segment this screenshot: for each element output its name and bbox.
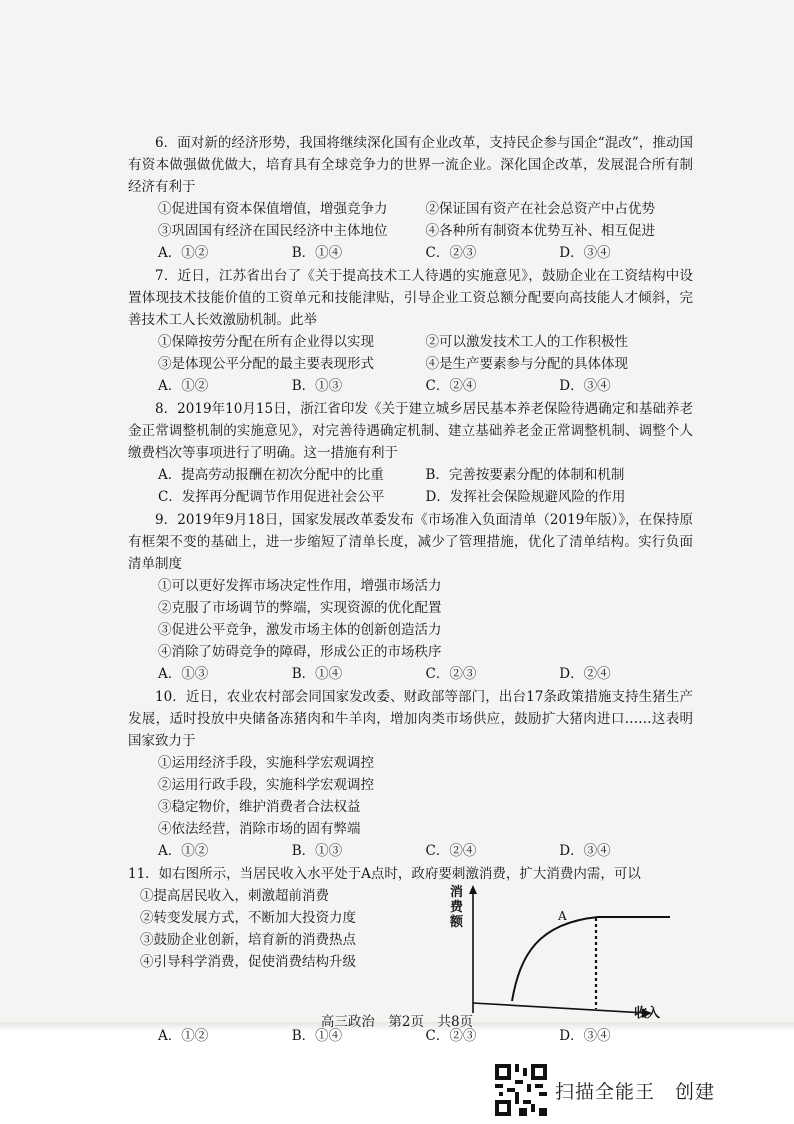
q11-statement-2: ②转变发展方式，不断加大投资力度 <box>140 910 356 926</box>
q8-choice-d: D．发挥社会保险规避风险的作用 <box>425 489 626 505</box>
q9-statement-1: ①可以更好发挥市场决定性作用，增强市场活力 <box>158 578 442 594</box>
page-footer: 高三政治 第2页 共8页 <box>320 1014 474 1030</box>
q7-choices <box>128 375 693 397</box>
q7-choice-a: A．①② <box>158 378 209 394</box>
q11-statement-1: ①提高居民收入，刺激超前消费 <box>140 888 329 904</box>
q8-choice-c: C．发挥再分配调节作用促进社会公平 <box>158 489 385 505</box>
q10-choices <box>128 840 693 862</box>
q7-statement-4: ④是生产要素参与分配的具体体现 <box>425 356 628 372</box>
consumption-curve <box>512 917 670 1001</box>
question-8-stem: 8．2019年10月15日，浙江省印发《关于建立城乡居民基本养老保险待遇确定和基础养老金正常调整机制的实施意见》，对完善待遇确定机制、建立基础养老金正常调整机制、调整个人缴费档次等事项进行了明确。这一措施有利于 <box>128 401 693 461</box>
q9-choice-a: A．①③ <box>158 666 209 682</box>
q6-statement-3: ③巩固国有经济在国民经济中主体地位 <box>158 223 388 239</box>
question-10 <box>128 686 693 862</box>
q8-choices-row2 <box>128 486 693 508</box>
q7-statements-row1 <box>128 331 693 353</box>
q10-statement-3: ③稳定物价，维护消费者合法权益 <box>158 799 361 815</box>
q11-choice-c: C．②③ <box>425 1028 477 1044</box>
q11-body <box>128 885 693 1025</box>
q11-choice-a: A．①② <box>158 1028 209 1044</box>
q6-choice-a: A．①② <box>158 245 209 261</box>
graph-y-label: 消费额 <box>450 885 464 930</box>
q10-choice-b: B．①③ <box>291 843 343 859</box>
q7-choice-d: D．③④ <box>559 378 611 394</box>
q10-choice-c: C．②④ <box>425 843 477 859</box>
q9-choices <box>128 663 693 685</box>
q6-statements-row2 <box>128 220 693 242</box>
scanner-watermark <box>495 1064 715 1116</box>
q10-statement-2: ②运用行政手段，实施科学宏观调控 <box>158 777 374 793</box>
question-6-stem: 6．面对新的经济形势，我国将继续深化国有企业改革，支持民企参与国企“混改”，推动国有资本做强做优做大，培育具有全球竞争力的世界一流企业。深化国企改革，发展混合所有制经济有利于 <box>128 135 693 195</box>
scanner-watermark-text: 扫描全能王 创建 <box>555 1080 716 1103</box>
consumption-income-graph <box>438 885 678 1025</box>
q6-statement-2: ②保证国有资产在社会总资产中占优势 <box>425 201 655 217</box>
q6-statement-1: ①促进国有资本保值增值，增强竞争力 <box>158 201 388 217</box>
q6-choice-d: D．③④ <box>559 245 611 261</box>
q9-statement-3: ③促进公平竞争，激发市场主体的创新创造活力 <box>158 622 442 638</box>
q9-choice-d: D．②④ <box>559 666 611 682</box>
q11-statements <box>128 885 448 1025</box>
q6-choice-b: B．①④ <box>291 245 343 261</box>
q10-choice-d: D．③④ <box>559 843 611 859</box>
q11-choice-d: D．③④ <box>559 1028 611 1044</box>
q6-choice-c: C．②③ <box>425 245 477 261</box>
q6-statements-row1 <box>128 198 693 220</box>
q6-choices <box>128 242 693 264</box>
q9-choice-b: B．①④ <box>291 666 343 682</box>
question-9-stem: 9．2019年9月18日，国家发展改革委发布《市场准入负面清单（2019年版）》，在保持原有框架不变的基础上，进一步缩短了清单长度，减少了管理措施，优化了清单结构。实行负面清单制度 <box>128 512 693 572</box>
q11-choice-b: B．①④ <box>291 1028 343 1044</box>
y-axis-arrow <box>469 885 477 894</box>
q10-statement-1: ①运用经济手段，实施科学宏观调控 <box>158 755 374 771</box>
graph-point-a-label: A <box>558 909 567 923</box>
q9-choice-c: C．②③ <box>425 666 477 682</box>
q11-statement-4: ④引导科学消费，促使消费结构升级 <box>140 954 356 970</box>
q7-statement-2: ②可以激发技术工人的工作积极性 <box>425 334 628 350</box>
q10-statement-4: ④依法经营，消除市场的固有弊端 <box>158 821 361 837</box>
question-8 <box>128 398 693 508</box>
q7-choice-c: C．②④ <box>425 378 477 394</box>
question-7 <box>128 265 693 397</box>
q6-statement-4: ④各种所有制资本优势互补、相互促进 <box>425 223 655 239</box>
question-11-stem: 11．如右图所示，当居民收入水平处于A点时，政府要刺激消费，扩大消费内需，可以 <box>128 866 641 882</box>
q7-statements-row2 <box>128 353 693 375</box>
question-6 <box>128 132 693 264</box>
q8-choice-b: B．完善按要素分配的体制和机制 <box>425 467 625 483</box>
q8-choices-row1 <box>128 464 693 486</box>
q9-statement-4: ④消除了妨碍竞争的障碍，形成公正的市场秩序 <box>158 644 442 660</box>
q10-choice-a: A．①② <box>158 843 209 859</box>
qr-code-icon <box>495 1064 547 1116</box>
q11-statement-3: ③鼓励企业创新，培育新的消费热点 <box>140 932 356 948</box>
q8-choice-a: A．提高劳动报酬在初次分配中的比重 <box>158 467 384 483</box>
q7-statement-3: ③是体现公平分配的最主要表现形式 <box>158 356 374 372</box>
question-9 <box>128 509 693 685</box>
question-7-stem: 7．近日，江苏省出台了《关于提高技术工人待遇的实施意见》，鼓励企业在工资结构中设置体现技术技能价值的工资单元和技能津贴，引导企业工资总额分配要向高技能人才倾斜，完善技术工人长效激励机制。此举 <box>128 268 693 328</box>
q7-choice-b: B．①③ <box>291 378 343 394</box>
graph-x-label: 收入 <box>634 1006 661 1021</box>
q9-statement-2: ②克服了市场调节的弊端，实现资源的优化配置 <box>158 600 442 616</box>
question-area <box>128 132 693 1048</box>
q7-statement-1: ①保障按劳分配在所有企业得以实现 <box>158 334 374 350</box>
question-10-stem: 10．近日，农业农村部会同国家发改委、财政部等部门，出台17条政策措施支持生猪生产发展，适时投放中央储备冻猪肉和牛羊肉，增加肉类市场供应，鼓励扩大猪肉进口……这表明国家致力于 <box>128 689 693 749</box>
